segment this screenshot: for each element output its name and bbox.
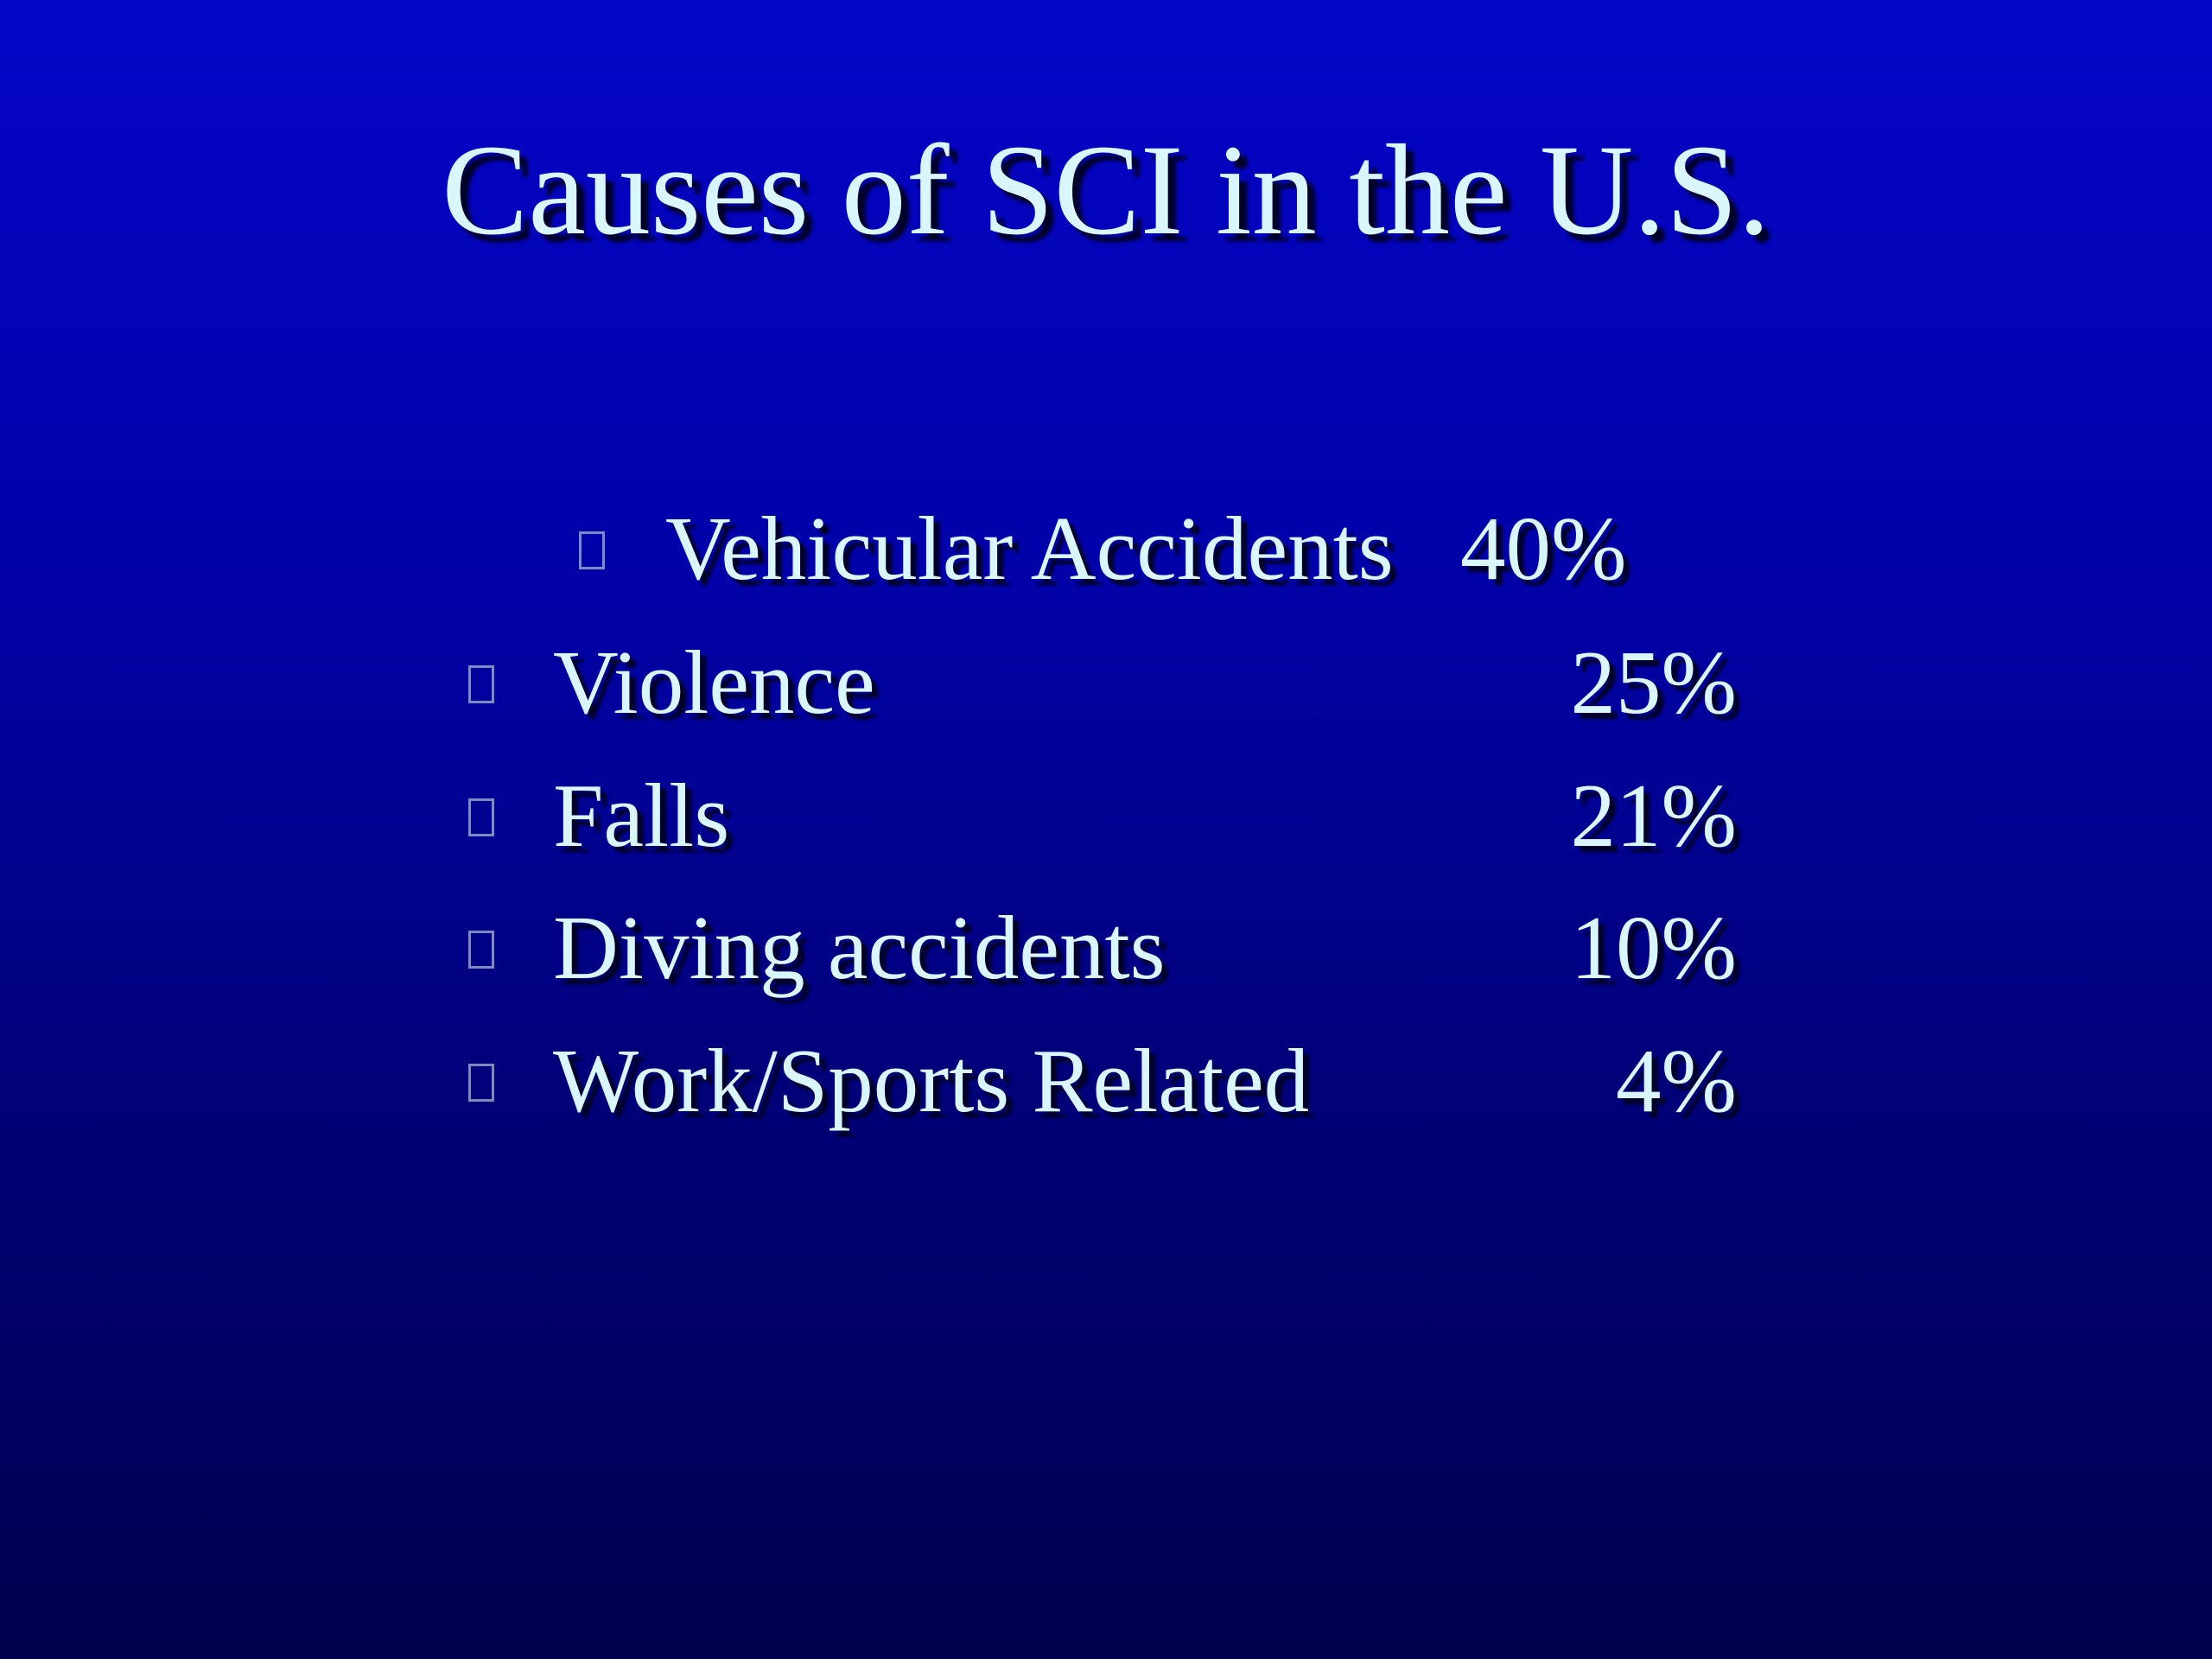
cause-label: Work/Sports Related — [553, 1030, 1310, 1131]
cause-label: Falls — [553, 765, 730, 866]
cause-label: Diving accidents — [553, 897, 1166, 998]
cause-percentage: 21% — [1570, 765, 1737, 866]
cause-percentage: 25% — [1570, 632, 1737, 733]
square-bullet-icon — [468, 798, 494, 836]
square-bullet-icon — [579, 531, 605, 569]
cause-label: Vehicular Accidents — [665, 498, 1394, 599]
cause-label: Violence — [553, 632, 875, 733]
list-item — [458, 1029, 1754, 1133]
list-item — [458, 631, 1754, 734]
cause-percentage: 40% — [1460, 498, 1627, 599]
square-bullet-icon — [468, 665, 494, 703]
square-bullet-icon — [468, 1064, 494, 1102]
list-item — [570, 497, 1694, 601]
list-item — [458, 764, 1754, 868]
list-item — [458, 896, 1754, 1000]
cause-percentage: 4% — [1616, 1030, 1737, 1131]
cause-percentage: 10% — [1570, 897, 1737, 998]
slide-title: Causes of SCI in the U.S. — [442, 118, 1770, 262]
square-bullet-icon — [468, 931, 494, 969]
